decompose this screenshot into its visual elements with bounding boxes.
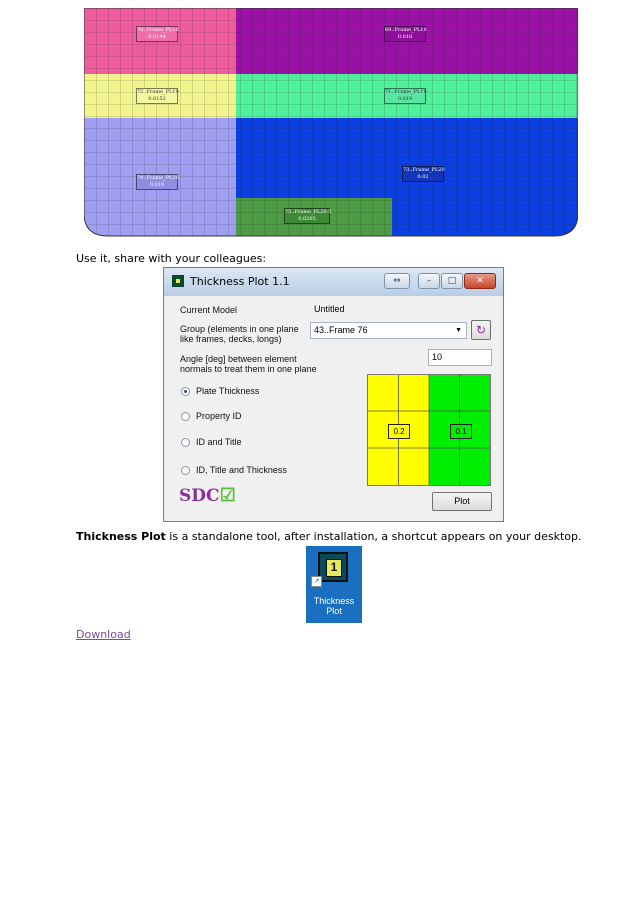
desktop-shortcut[interactable] — [306, 546, 362, 623]
window-title: Thickness Plot 1.1 — [190, 275, 290, 288]
mesh-label-name: 75..Frame_PL20.5 — [285, 209, 332, 215]
caption-rest: is a standalone tool, after installation, a shortcut appears on your desktop. — [165, 530, 582, 543]
mesh-label-value: 0.0144 — [148, 34, 166, 40]
mesh-label-69 — [384, 26, 426, 42]
mesh-figure — [84, 8, 578, 238]
shortcut-arrow-icon: ↗ — [311, 576, 322, 587]
mesh-label-value: 0.018 — [397, 34, 413, 40]
thickness-plot-window — [163, 267, 504, 522]
sdc-logo-text: SDC — [179, 486, 220, 506]
mesh-label-value: 0.016 — [149, 182, 165, 188]
mesh-label-name: 72..Frame_PL19 — [137, 89, 179, 95]
caption-standalone — [76, 530, 582, 544]
shortcut-label-line2: Plot — [326, 606, 342, 616]
preview-label-right: 0.1 — [450, 424, 472, 439]
angle-input[interactable]: 10 — [428, 349, 492, 366]
angle-label-line2: normals to treat them in one plane — [180, 364, 317, 374]
mesh-label-name: 73..Frame_PL20 — [403, 167, 445, 173]
download-link[interactable]: Download — [76, 628, 131, 641]
current-model-label: Current Model — [180, 305, 238, 315]
maximize-button[interactable]: □ — [441, 273, 463, 289]
mesh-label-value: 0.0152 — [148, 96, 166, 102]
mesh-label-73 — [402, 166, 444, 182]
group-label-line2: like frames, decks, longs) — [180, 334, 282, 344]
mesh-label-name: 69..Frame_PL18 — [385, 27, 427, 33]
shortcut-label-line1: Thickness — [313, 596, 355, 606]
radio-id-title[interactable] — [181, 438, 190, 447]
plot-button[interactable]: Plot — [432, 492, 492, 511]
shortcut-label — [306, 596, 362, 616]
plot-preview — [367, 374, 491, 486]
mesh-label-70 — [136, 26, 178, 42]
title-bar[interactable] — [164, 268, 503, 296]
mesh-label-71 — [384, 88, 426, 104]
radio-property-id-label: Property ID — [196, 411, 242, 421]
checkmark-icon: ☑ — [219, 485, 236, 506]
mesh-label-value: 0.02 — [417, 174, 429, 180]
mesh-label-72 — [136, 88, 178, 104]
radio-plate-thickness[interactable] — [181, 387, 190, 396]
app-icon — [172, 275, 184, 287]
angle-label-line1: Angle [deg] between element — [180, 354, 297, 364]
mesh-label-value: 0.0205 — [298, 216, 316, 222]
restore-down-icon[interactable]: ⇔ — [384, 273, 410, 289]
mesh-svg — [84, 8, 578, 238]
preview-label-left: 0.2 — [388, 424, 410, 439]
mesh-label-75 — [284, 208, 330, 224]
mesh-label-name: 70..Frame_PL18 — [137, 27, 179, 33]
refresh-button[interactable] — [471, 320, 491, 340]
chevron-down-icon: ▼ — [455, 327, 462, 334]
radio-id-title-thickness[interactable] — [181, 466, 190, 475]
current-model-value: Untitled — [310, 301, 494, 318]
sdc-logo — [179, 485, 236, 506]
group-select-value: 43..Frame 76 — [314, 325, 368, 335]
refresh-icon: ↻ — [475, 323, 487, 337]
group-label-line1: Group (elements in one plane — [180, 324, 299, 334]
mesh-label-name: 74..Frame_PL20 — [137, 175, 179, 181]
close-button[interactable]: ✕ — [464, 273, 496, 289]
icon-digit: 1 — [326, 559, 342, 577]
radio-id-title-label: ID and Title — [196, 437, 242, 447]
mesh-label-74 — [136, 174, 178, 190]
group-select[interactable] — [310, 322, 467, 339]
radio-property-id[interactable] — [181, 412, 190, 421]
mesh-label-value: 0.019 — [397, 96, 413, 102]
caption-bold: Thickness Plot — [76, 530, 166, 543]
mesh-label-name: 71..Frame_PL19 — [385, 89, 427, 95]
minimize-button[interactable]: – — [418, 273, 440, 289]
radio-id-title-thickness-label: ID, Title and Thickness — [196, 465, 287, 475]
radio-plate-thickness-label: Plate Thickness — [196, 386, 260, 396]
caption-share: Use it, share with your colleagues: — [76, 252, 267, 265]
thickness-plot-icon — [318, 552, 348, 582]
